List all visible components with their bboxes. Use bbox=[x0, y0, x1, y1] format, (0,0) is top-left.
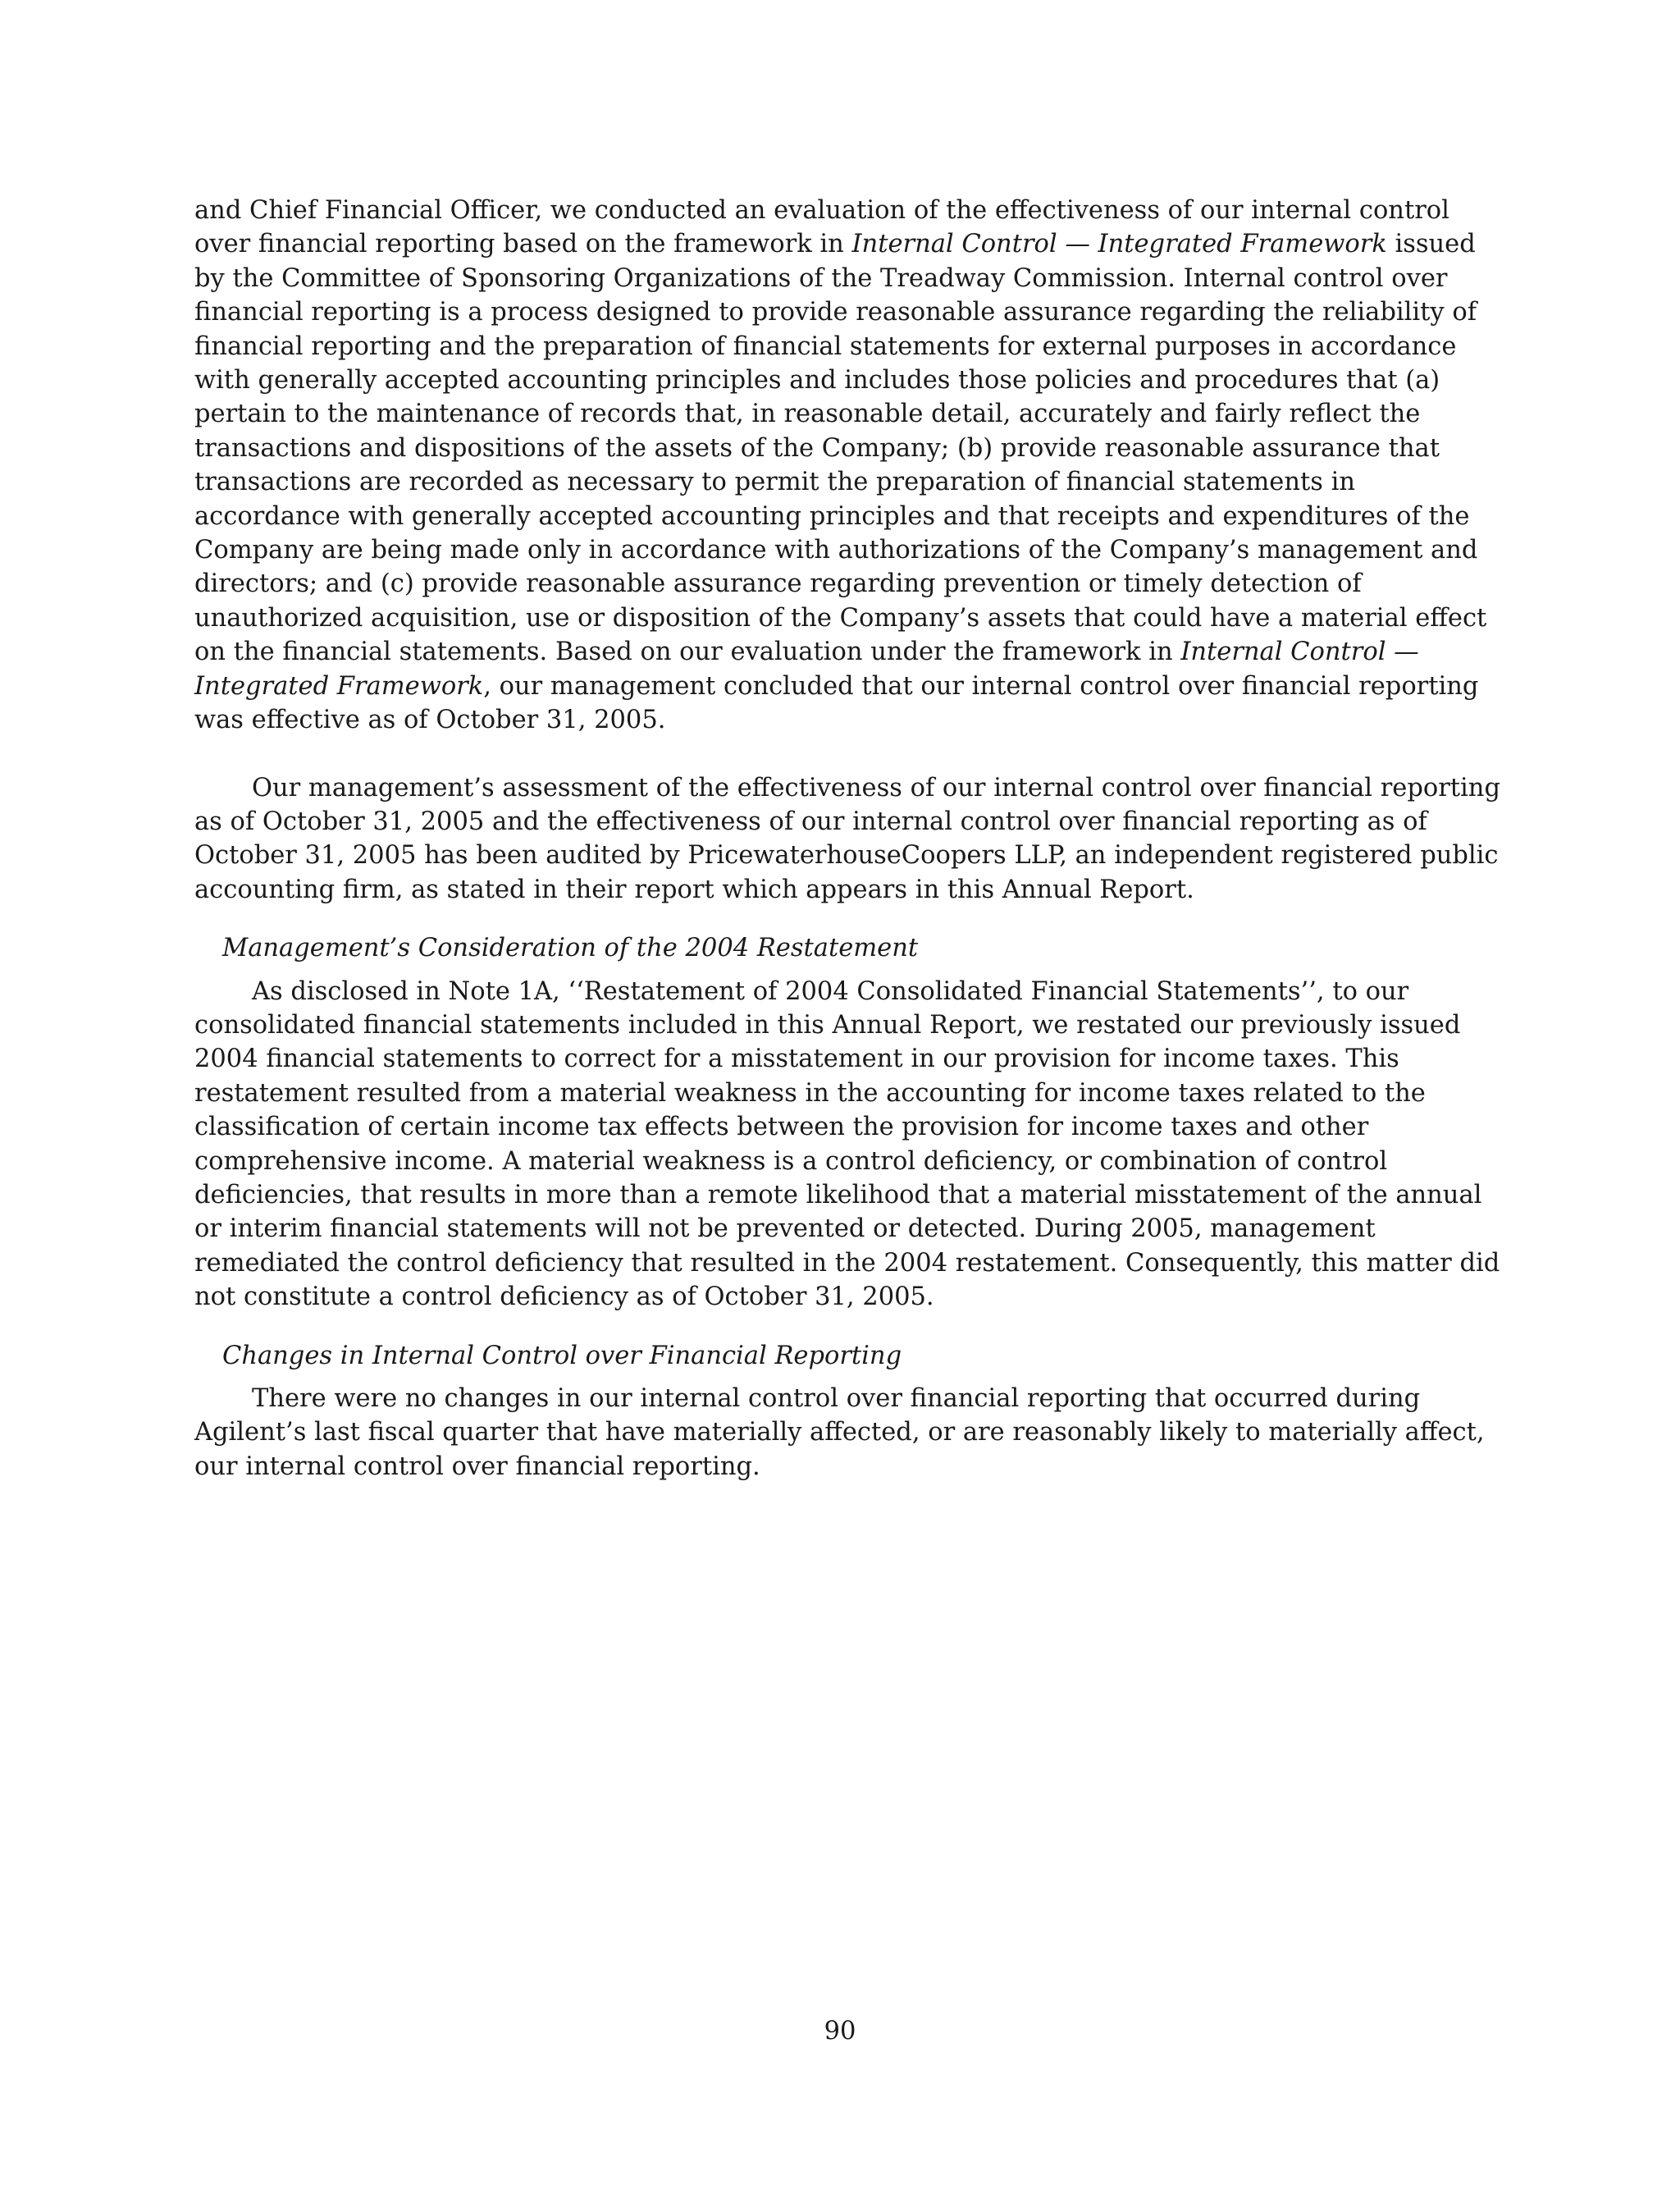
framework-title-italic: Internal Control — Integrated Framework bbox=[194, 638, 1419, 701]
document-body bbox=[194, 194, 1507, 1484]
paragraph-internal-control-evaluation bbox=[194, 194, 1507, 738]
paragraph-text: issued by the Committee of Sponsoring Organizations of the Treadway Commission. Internal control over financial reporting is a process designed to provide reasonable assurance regarding the reliability of financial reporting and the preparation of financial statements for external purposes in accordance with generally accepted accounting principles and includes those policies and procedures that (a) pertain to the maintenance of records that, in reasonable detail, accurately and fairly reflect the transactions and dispositions of the assets of the Company; (b) provide reasonable assurance that transactions are recorded as necessary to permit the preparation of financial statements in accordance with generally accepted accounting principles and that receipts and expenditures of the Company are being made only in accordance with authorizations of the Company’s management and directors; and (c) provide reasonable assurance regarding prevention or timely detection of unauthorized acquisition, use or disposition of the Company’s assets that could have a material effect on the financial statements. Based on our evaluation under the framework in bbox=[194, 230, 1487, 667]
paragraph-text: , our management concluded that our internal control over financial reporting was effective as of October 31, 2005. bbox=[194, 671, 1479, 735]
paragraph-management-assessment: Our management’s assessment of the effectiveness of our internal control over financial reporting as of October 31, 2005 and the effectiveness of our internal control over financial reporting as of October 31, 2005 has been audited by PricewaterhouseCoopers LLP, an independent registered public accounting firm, as stated in their report which appears in this Annual Report. bbox=[194, 773, 1500, 904]
page-number: 90 bbox=[824, 2017, 856, 2046]
section-heading-restatement: Management’s Consideration of the 2004 Restatement bbox=[222, 934, 919, 963]
framework-title-italic: Internal Control — Integrated Framework bbox=[851, 230, 1387, 259]
paragraph-changes: There were no changes in our internal control over financial reporting that occurred during Agilent’s last fiscal quarter that have materially affected, or are reasonably likely to materially affect, our internal control over financial reporting. bbox=[194, 1384, 1485, 1481]
paragraph-text: and Chief Financial Officer, we conducted an evaluation of the effectiveness of our internal control over financial reporting based on the framework in bbox=[194, 196, 1449, 259]
paragraph-restatement: As disclosed in Note 1A, ‘‘Restatement of 2004 Consolidated Financial Statements’’, to our consolidated financial statements included in this Annual Report, we restated our previously issued 2004 financial statements to correct for a misstatement in our provision for income taxes. This restatement resulted from a material weakness in the accounting for income taxes related to the classification of certain income tax effects between the provision for income taxes and other comprehensive income. A material weakness is a control deficiency, or combination of control deficiencies, that results in more than a remote likelihood that a material misstatement of the annual or interim financial statements will not be prevented or detected. During 2005, management remediated the control deficiency that resulted in the 2004 restatement. Consequently, this matter did not constitute a control deficiency as of October 31, 2005. bbox=[194, 976, 1500, 1312]
section-heading-changes: Changes in Internal Control over Financial Reporting bbox=[222, 1341, 902, 1370]
